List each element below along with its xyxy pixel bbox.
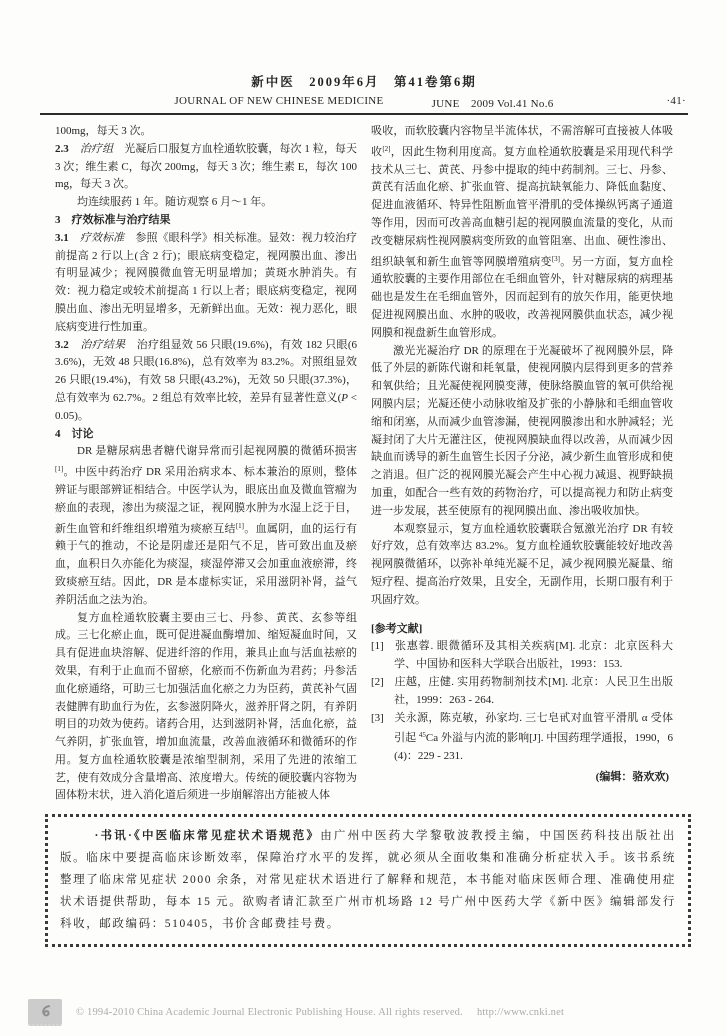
text-run: 吸收，而软胶囊内容物呈半流体状，不需溶解可直接被人体吸收 (371, 125, 673, 158)
reference-number: [3] (371, 711, 384, 724)
text-run: 100mg，每天 3 次。 (55, 125, 152, 137)
paragraph (371, 343, 673, 521)
citation-superscript: [1] (55, 465, 64, 474)
page-header (40, 72, 688, 111)
paragraph (55, 123, 357, 141)
page-footer (28, 999, 718, 1026)
text-run: 复方血栓通软胶囊主要由三七、丹参、黄芪、玄参等组成。三七化瘀止血，既可促进凝血酶增加、缩短凝血时间，又具有促进血块溶解、促进纤溶的作用，兼具止血与活血祛瘀的效果，有利于止血而不留瘀，化瘀而不伤新血为君药；丹参活血化瘀通络，可助三七加强活血化瘀之力为臣药，黄芪补气固表健脾有助血行为佐，玄参滋阴降火，滋养肝肾之阴，有养阴明目的功效为使药。诸药合用，达到滋阴补肾，活血化瘀，益气养阴，扩张血管，增加血流量，改善血液循环和微循环的作用。复方血栓通软胶囊是浓缩型制剂，采用了先进的浓缩工艺，使有效成分含量增高、浓度增大。传统的硬胶囊内容物为固体粉末状，进入消化道后须进一步崩解溶出方能被人体 (55, 611, 357, 802)
citation-superscript: 45 (418, 731, 426, 740)
text-run: ，因此生物利用度高。复方血栓通软胶囊是采用现代科学技术从三七、黄芪、丹参中提取的纯中药制剂。三七、丹参、黄芪有活血化瘀、扩张血管、提高抗缺氧能力、降低血黏度、促进血液循环、特异性阻断血管平滑肌的受体操纵钙离子通道等作用，因而可改善高血糖引起的视网膜血流量的变化，从而改变糖尿病性视网膜病变所致的血管阻塞、出血、硬性渗出、组织缺氧和新生血管等网膜增殖病变 (371, 145, 674, 268)
text-run: 光凝后口服复方血栓通软胶囊，每次 1 粒，每天 3 次；维生素 C，每次 200mg，每天 3 次；维生素 E，每次 100mg，每天 3 次。 (55, 142, 357, 191)
paragraph (55, 443, 357, 609)
citation-superscript: [3] (551, 254, 560, 263)
paragraph (371, 521, 673, 610)
left-column (55, 123, 357, 805)
text-run: 激光光凝治疗 DR 的原理在于光凝破坏了视网膜外层，降低了外层的新陈代谢和耗氧量，使视网膜内层得到更多的营养和氧供给；且光凝使视网膜变薄，使脉络膜血管的氧可供给视网膜内层；光凝还使小动脉收缩及扩张的小静脉和毛细血管收缩和闭塞，从而减少血管渗漏，使视网膜渗出和水肿减轻；光凝封闭了大片无灌注区，使视网膜缺血得以改善，从而减少因缺血而诱导的新生血管生长因子分泌，减少新生血管形成和使之消退。但广泛的视网膜光凝会产生中心视力减退、视野缺损加重，如配合一些有效的药物治疗，可以提高视力和防止病变进一步发展，甚至使原有的视网膜出血、渗出吸收加快。 (371, 344, 673, 517)
paragraph (55, 194, 357, 212)
book-announcement-text (60, 825, 676, 935)
text-run: 。中医中药治疗 DR 采用治病求本、标本兼治的原则，整体辨证与眼部辨证相结合。中医学认为，眼底出血及微血管瘤为瘀血的表现，渗出为痰湿之证，视网膜水肿为水湿上泛于目，新生血管和纤维组织增殖为痰瘀互结 (55, 466, 357, 535)
reference-number: [1] (371, 640, 384, 653)
copyright-text: © 1994-2010 China Academic Journal Electronic Publishing House. All rights reserved. (76, 1007, 463, 1018)
text-run: 庄越，庄健. 实用药物制剂技术[M]. 北京：人民卫生出版社，1999：263 - 264. (394, 675, 673, 706)
text-run: 疗效标准 (68, 231, 136, 244)
text-run: 均连续服药 1 年。随访观察 6 月～1 年。 (77, 196, 273, 209)
paragraph (55, 610, 357, 806)
text-run: 治疗组显效 56 只眼(19.6%)，有效 182 只眼(63.6%)，无效 48 只眼(16.8%)，总有效率为 83.2%。对照组显效 26 只眼(19.4%)，有效 58 只眼(43.2%)，无效 50 只眼(37.3%)，总有效率为 62.7%。2 组总有效率比较，差异有显著性意义( (55, 338, 357, 404)
reference-item (371, 638, 673, 674)
book-announcement-box (45, 814, 691, 947)
text-run: 2.3 (55, 142, 69, 155)
issue-info: JUNE 2009 Vol.41 No.6 (431, 98, 554, 110)
section-heading (55, 212, 357, 230)
text-run: 本观察显示，复方血栓通软胶囊联合氪激光治疗 DR 有较好疗效，总有效率达 83.2%。复方血栓通软胶囊能较好地改善视网膜微循环，以弥补单纯光凝不足，减少视网膜光凝量、缩短疗程、提高治疗效果，且安全，无副作用，长期口服有利于巩固疗效。 (371, 522, 673, 606)
journal-title-en: JOURNAL OF NEW CHINESE MEDICINE (174, 95, 384, 107)
text-run: 3 疗效标准与治疗结果 (55, 213, 171, 226)
text-run: 3.1 (55, 231, 69, 244)
paragraph (55, 230, 357, 337)
references-heading (371, 621, 673, 639)
text-run: 参照《眼科学》相关标准。显效：视力较治疗前提高 2 行以上(含 2 行)；眼底病变稳定，视网膜出血、渗出有明显减少；视网膜微血管无明显增加；黄斑水肿消失。有效：视力稳定或较术前提高 1 行以上者；眼底病变稳定，视网膜出血、渗出无明显增多，无新鲜出血。无效：视力恶化，眼底病变进行性加重。 (55, 231, 358, 333)
text-run: 张惠蓉. 眼微循环及其相关疾病[M]. 北京：北京医科大学、中国协和医科大学联合出版社，1993：153. (394, 640, 673, 671)
text-run: 。血属阴，血的运行有赖于气的推动，不论是阴虚还是阳气不足，皆可致出血及瘀血，血积日久亦能化为痰湿，痰湿停滞又会加重血液瘀滞，终致痰瘀互结。因此，DR 是本虚标实证，采用滋阴补肾，益气养阴活血之法为治。 (55, 522, 358, 606)
journal-title-cn: 新中医 2009年6月 第41卷第6期 (251, 75, 477, 89)
editor-note (371, 769, 673, 787)
reference-item (371, 710, 673, 766)
swirl-glyph (36, 1003, 54, 1021)
text-run: 4 讨论 (55, 427, 94, 440)
text-run: 3.2 (55, 338, 69, 351)
text-run: [参考文献] (371, 622, 423, 635)
article-body (55, 123, 673, 805)
text-run: 治疗组 (68, 142, 125, 155)
paragraph (55, 141, 357, 194)
reference-item (371, 674, 673, 710)
citation-superscript: [2] (382, 144, 391, 153)
text-run: (编辑：骆欢欢) (595, 770, 669, 783)
citation-superscript: [1] (235, 521, 244, 530)
section-heading (55, 426, 357, 444)
cnki-url-link[interactable]: http://www.cnki.net (476, 1007, 565, 1018)
cnki-watermark-icon (28, 999, 62, 1026)
text-run: Ca 外溢与内流的影响[J]. 中国药理学通报，1990，6(4)：229 - 231. (394, 732, 673, 763)
header-rule (40, 113, 688, 115)
paragraph (55, 337, 357, 426)
paragraph (371, 123, 673, 343)
text-run: 由广州中医药大学黎敬波教授主编，中国医药科技出版社出版。临床中要提高临床诊断效率，保障治疗水平的发挥，就必须从全面收集和准确分析症状入手。该书系统整理了临床常见症状 2000 余条，对常见症状术语进行了解释和规范，本书能对临床医师合理、准确使用症状术语提供帮助，每本 15 元。欲购者请汇款至广州市机场路 12 号广州中医药大学《新中医》编辑部发行科收，邮政编码：510405，书价含邮费挂号费。 (60, 830, 676, 930)
text-run: 关永源，陈克敏，孙家均. 三七皂甙对血管平滑肌 α 受体引起 (394, 711, 673, 745)
text-run: < 0.05)。 (55, 391, 357, 422)
text-run: 治疗结果 (68, 338, 137, 351)
text-run: P (341, 391, 348, 404)
journal-title-en-row (40, 95, 688, 111)
right-column (371, 123, 673, 805)
text-run: 《中医临床常见症状术语规范》 (133, 830, 321, 842)
text-run: ·书讯· (94, 830, 134, 842)
text-run: 。另一方面，复方血栓通软胶囊的主要作用部位在毛细血管外，针对糖尿病的病理基础也是发生在毛细血管外，因而起到有的放矢作用，能更快地促进视网膜出血、水肿的吸收，改善视网膜供血状态，减少视网膜和视盘新生血管形成。 (371, 255, 674, 339)
text-run: DR 是糖尿病患者糖代谢异常而引起视网膜的微循环损害 (77, 445, 357, 458)
page-number: ·41· (666, 95, 686, 107)
reference-number: [2] (371, 675, 384, 688)
